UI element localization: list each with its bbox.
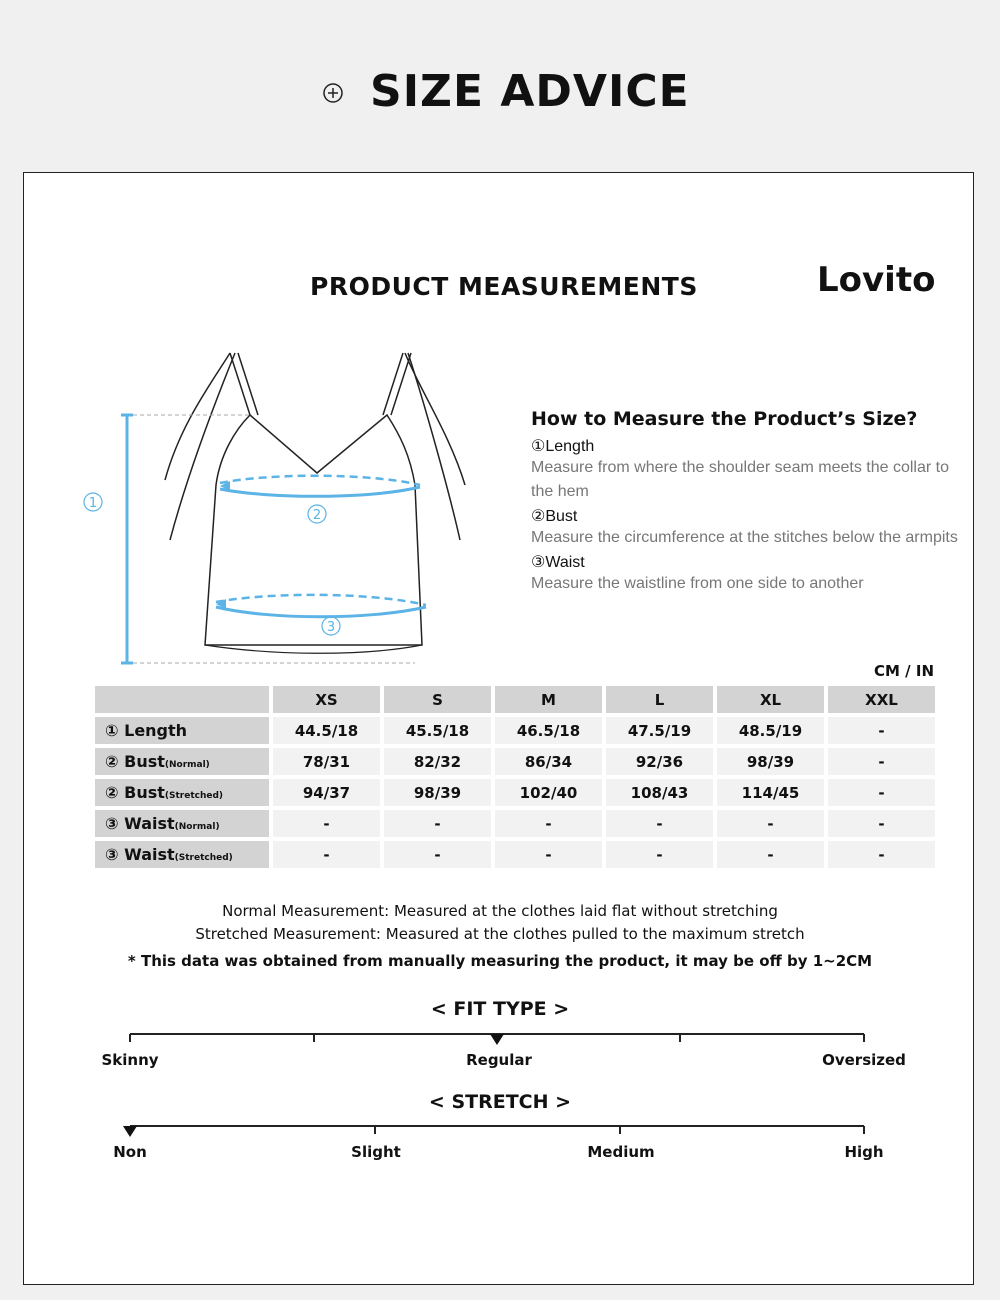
fit-label-regular: Regular bbox=[466, 1051, 532, 1069]
stretch-label-medium: Medium bbox=[587, 1143, 655, 1161]
table-cell: - bbox=[606, 841, 713, 868]
fit-type-scale bbox=[0, 1028, 1000, 1048]
panel-title: PRODUCT MEASUREMENTS bbox=[310, 272, 698, 301]
row-label: ① Length bbox=[95, 717, 269, 744]
table-cell: 86/34 bbox=[495, 748, 602, 775]
table-cell: 108/43 bbox=[606, 779, 713, 806]
table-cell: - bbox=[273, 810, 380, 837]
stretch-label-non: Non bbox=[113, 1143, 147, 1161]
svg-text:2: 2 bbox=[312, 508, 322, 523]
row-label: ③ Waist(Stretched) bbox=[95, 841, 269, 868]
instructions-title: How to Measure the Product’s Size? bbox=[531, 408, 918, 430]
table-cell: 46.5/18 bbox=[495, 717, 602, 744]
size-header: L bbox=[606, 686, 713, 713]
accuracy-warning: * This data was obtained from manually measuring the product, it may be off by 1~2CM bbox=[127, 952, 873, 970]
size-header: XS bbox=[273, 686, 380, 713]
table-cell: 92/36 bbox=[606, 748, 713, 775]
table-cell: - bbox=[273, 841, 380, 868]
fit-type-indicator bbox=[490, 1034, 504, 1045]
size-header: M bbox=[495, 686, 602, 713]
fit-type-title: < FIT TYPE > bbox=[430, 998, 570, 1020]
plus-circle-icon bbox=[322, 82, 344, 104]
table-cell: 78/31 bbox=[273, 748, 380, 775]
table-cell: - bbox=[828, 717, 935, 744]
table-cell: 47.5/19 bbox=[606, 717, 713, 744]
svg-text:3: 3 bbox=[326, 620, 336, 635]
table-cell: - bbox=[717, 810, 824, 837]
row-label: ② Bust(Normal) bbox=[95, 748, 269, 775]
measurement-notes bbox=[0, 900, 1000, 970]
normal-note: Normal Measurement: Measured at the clothes laid flat without stretching bbox=[222, 902, 778, 920]
table-header-row bbox=[95, 686, 935, 713]
table-cell: - bbox=[495, 810, 602, 837]
table-cell: 94/37 bbox=[273, 779, 380, 806]
size-header: XL bbox=[717, 686, 824, 713]
size-table bbox=[91, 682, 939, 872]
waist-label: ③Waist bbox=[531, 554, 585, 571]
bust-description: Measure the circumference at the stitches below the armpits bbox=[531, 529, 958, 546]
table-cell: 102/40 bbox=[495, 779, 602, 806]
waist-description: Measure the waistline from one side to another bbox=[531, 575, 864, 592]
length-description: Measure from where the shoulder seam meets the collar to the hem bbox=[531, 459, 949, 500]
table-cell: 82/32 bbox=[384, 748, 491, 775]
stretched-note: Stretched Measurement: Measured at the clothes pulled to the maximum stretch bbox=[195, 925, 805, 943]
table-cell: - bbox=[606, 810, 713, 837]
stretch-label-high: High bbox=[844, 1143, 884, 1161]
table-cell: - bbox=[828, 841, 935, 868]
size-header: XXL bbox=[828, 686, 935, 713]
length-label: ①Length bbox=[531, 438, 595, 455]
table-row bbox=[95, 748, 935, 775]
stretch-indicator bbox=[123, 1126, 137, 1137]
table-cell: 45.5/18 bbox=[384, 717, 491, 744]
stretch-title: < STRETCH > bbox=[428, 1091, 572, 1113]
table-row bbox=[95, 779, 935, 806]
row-label: ③ Waist(Normal) bbox=[95, 810, 269, 837]
table-cell: - bbox=[828, 748, 935, 775]
table-row bbox=[95, 717, 935, 744]
svg-text:1: 1 bbox=[88, 496, 98, 511]
stretch-label-slight: Slight bbox=[351, 1143, 401, 1161]
measure-instructions bbox=[531, 408, 971, 596]
brand-logo: Lovito bbox=[817, 260, 936, 300]
size-header: S bbox=[384, 686, 491, 713]
unit-label: CM / IN bbox=[874, 662, 934, 680]
table-row bbox=[95, 810, 935, 837]
fit-label-oversized: Oversized bbox=[822, 1051, 906, 1069]
page-title: SIZE ADVICE bbox=[370, 66, 690, 117]
table-cell: - bbox=[828, 810, 935, 837]
table-row bbox=[95, 841, 935, 868]
table-cell: 114/45 bbox=[717, 779, 824, 806]
table-cell: - bbox=[384, 841, 491, 868]
table-cell: 44.5/18 bbox=[273, 717, 380, 744]
table-cell: - bbox=[717, 841, 824, 868]
table-cell: - bbox=[495, 841, 602, 868]
fit-label-skinny: Skinny bbox=[101, 1051, 159, 1069]
table-cell: 98/39 bbox=[384, 779, 491, 806]
garment-diagram bbox=[70, 345, 490, 675]
bust-label: ②Bust bbox=[531, 508, 578, 525]
row-label: ② Bust(Stretched) bbox=[95, 779, 269, 806]
table-cell: - bbox=[828, 779, 935, 806]
table-cell: 98/39 bbox=[717, 748, 824, 775]
table-corner bbox=[95, 686, 269, 713]
table-cell: 48.5/19 bbox=[717, 717, 824, 744]
table-cell: - bbox=[384, 810, 491, 837]
stretch-scale bbox=[0, 1120, 1000, 1140]
